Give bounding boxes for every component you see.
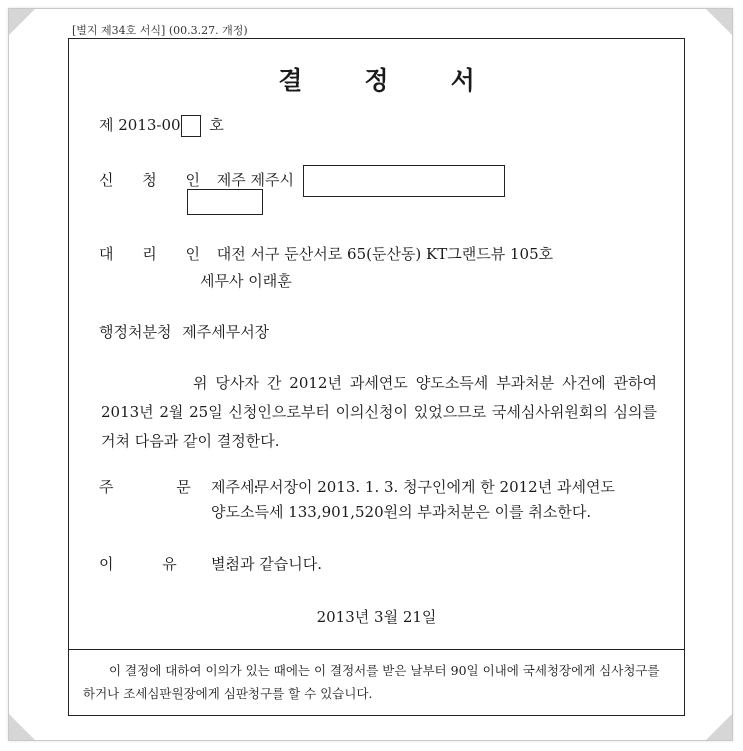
agent-address: 대전 서구 둔산서로 65(둔산동) KT그랜드뷰 105호 — [216, 245, 554, 263]
case-number-prefix: 제 2013-00 — [99, 116, 181, 134]
agent-label: 대 리 인 — [99, 245, 213, 263]
photo-corner-top-right — [706, 9, 732, 35]
disposition-office-label: 행정처분청 — [99, 323, 172, 341]
disposition-office-value: 제주세무서장 — [182, 323, 270, 341]
photo-corner-bottom-right — [706, 714, 732, 740]
disposition-office-row — [99, 321, 269, 342]
applicant-name-redaction — [187, 189, 263, 215]
decision-body — [101, 369, 657, 456]
order-label: 주 문 : — [99, 478, 259, 496]
reason-label: 이 유 : — [99, 555, 231, 573]
reason-value: 별첨과 같습니다. — [211, 555, 322, 573]
applicant-row — [99, 165, 505, 197]
photo-corner-bottom-left — [9, 714, 35, 740]
case-number-suffix: 호 — [209, 116, 224, 134]
case-number-row — [99, 114, 224, 137]
applicant-label: 신 청 인 — [99, 171, 213, 189]
agent-name: 세무사 이래훈 — [200, 272, 292, 290]
form-label: [별지 제34호 서식] (00.3.27. 개정) — [72, 24, 248, 37]
notice-text: 이 결정에 대하여 이의가 있는 때에는 이 결정서를 받은 날부터 90일 이내에 국세청장에게 심사청구를 하거나 조세심판원장에게 심판청구를 할 수 있습니다. — [83, 663, 660, 701]
applicant-value: 제주 제주시 — [216, 171, 295, 189]
decision-date: 2013년 3월 21일 — [316, 608, 437, 626]
photo-corner-top-left — [9, 9, 35, 35]
appeal-notice — [83, 659, 673, 705]
case-number-redaction — [181, 115, 201, 137]
notice-divider — [69, 649, 684, 650]
body-text: 위 당사자 간 2012년 과세연도 양도소득세 부과처분 사건에 관하여 2013년 2월 25일 신청인으로부터 이의신청이 있었으므로 국세심사위원회의 심의를 거쳐 다음과 같이 결정한다. — [101, 374, 657, 450]
order-line-1: 제주세무서장이 2013. 1. 3. 청구인에게 한 2012년 과세연도 — [211, 478, 615, 496]
applicant-address-redaction — [303, 165, 505, 197]
document-title: 결정서 — [278, 66, 537, 95]
decision-document — [68, 38, 685, 716]
order-line-2: 양도소득세 133,901,520원의 부과처분은 이를 취소한다. — [211, 503, 592, 521]
agent-row — [99, 243, 553, 264]
